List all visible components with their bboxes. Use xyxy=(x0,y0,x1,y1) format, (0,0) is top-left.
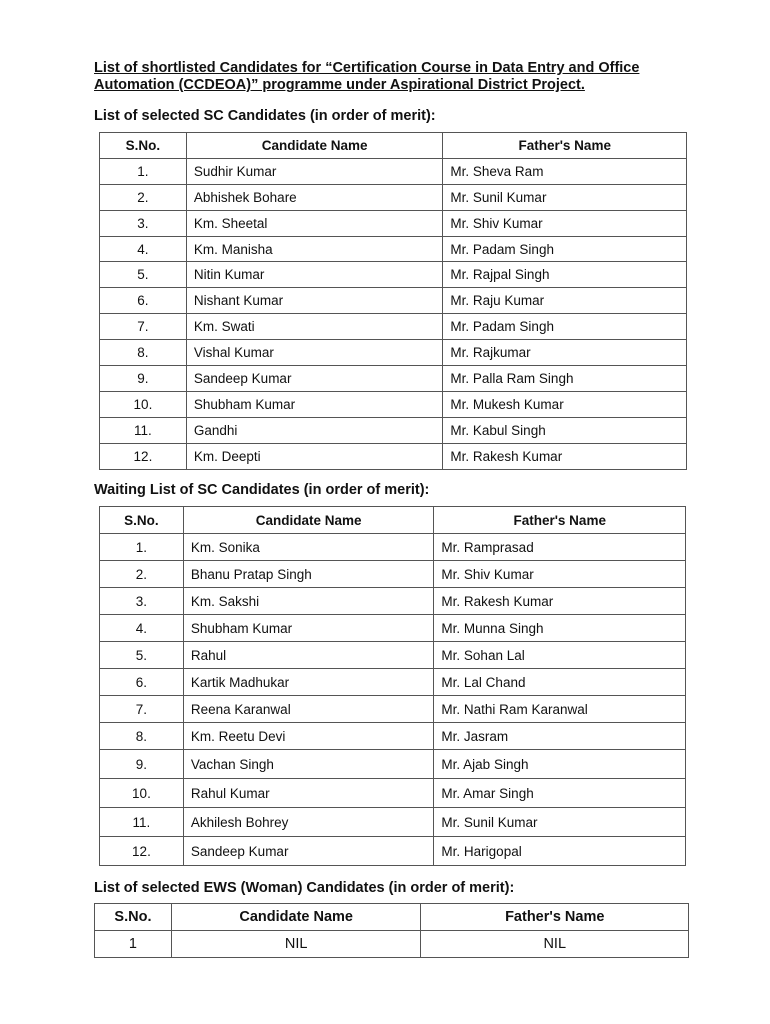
fathers-name-cell: Mr. Amar Singh xyxy=(434,779,686,808)
fathers-name-cell: Mr. Shiv Kumar xyxy=(443,210,687,236)
fathers-name-cell: Mr. Ajab Singh xyxy=(434,750,686,779)
table-row xyxy=(100,534,686,561)
candidate-name-cell: Sandeep Kumar xyxy=(186,366,443,392)
candidate-name-cell: Vachan Singh xyxy=(183,750,434,779)
sno-cell: 7. xyxy=(100,314,187,340)
candidate-name-cell: Km. Deepti xyxy=(186,443,443,469)
sno-cell: 4. xyxy=(100,236,187,262)
fathers-name-cell: Mr. Rakesh Kumar xyxy=(443,443,687,469)
fathers-name-cell: Mr. Palla Ram Singh xyxy=(443,366,687,392)
table-row xyxy=(100,750,686,779)
table-row xyxy=(100,837,686,866)
fathers-name-cell: Mr. Rajpal Singh xyxy=(443,262,687,288)
fathers-name-cell: Mr. Munna Singh xyxy=(434,615,686,642)
column-header-fathers-name: Father's Name xyxy=(443,133,687,159)
candidate-name-cell: Rahul xyxy=(183,642,434,669)
candidate-name-cell: Kartik Madhukar xyxy=(183,669,434,696)
candidate-name-cell: Akhilesh Bohrey xyxy=(183,808,434,837)
table-row xyxy=(100,642,686,669)
candidate-name-cell: Shubham Kumar xyxy=(183,615,434,642)
candidate-name-cell: Km. Swati xyxy=(186,314,443,340)
candidate-name-cell: Km. Sonika xyxy=(183,534,434,561)
sno-cell: 3. xyxy=(100,210,187,236)
fathers-name-cell: Mr. Rajkumar xyxy=(443,340,687,366)
fathers-name-cell: Mr. Shiv Kumar xyxy=(434,561,686,588)
table-row xyxy=(100,723,686,750)
table-row xyxy=(100,366,687,392)
column-header-sno: S.No. xyxy=(100,133,187,159)
sno-cell: 6. xyxy=(100,669,184,696)
table-row xyxy=(100,588,686,615)
fathers-name-cell: Mr. Harigopal xyxy=(434,837,686,866)
sno-cell: 1 xyxy=(95,931,172,958)
fathers-name-cell: Mr. Lal Chand xyxy=(434,669,686,696)
fathers-name-cell: Mr. Kabul Singh xyxy=(443,417,687,443)
column-header-candidate-name: Candidate Name xyxy=(183,507,434,534)
sno-cell: 1. xyxy=(100,158,187,184)
table-row xyxy=(100,262,687,288)
table-row xyxy=(100,391,687,417)
table-row xyxy=(100,314,687,340)
sno-cell: 9. xyxy=(100,750,184,779)
sno-cell: 11. xyxy=(100,808,184,837)
sno-cell: 2. xyxy=(100,561,184,588)
fathers-name-cell: Mr. Ramprasad xyxy=(434,534,686,561)
fathers-name-cell: Mr. Sunil Kumar xyxy=(443,184,687,210)
sno-cell: 8. xyxy=(100,723,184,750)
candidate-name-cell: Abhishek Bohare xyxy=(186,184,443,210)
fathers-name-cell: NIL xyxy=(421,931,689,958)
candidate-name-cell: NIL xyxy=(171,931,421,958)
fathers-name-cell: Mr. Sohan Lal xyxy=(434,642,686,669)
column-header-candidate-name: Candidate Name xyxy=(171,904,421,931)
table-row xyxy=(95,931,689,958)
sno-cell: 1. xyxy=(100,534,184,561)
candidate-name-cell: Reena Karanwal xyxy=(183,696,434,723)
fathers-name-cell: Mr. Raju Kumar xyxy=(443,288,687,314)
candidate-name-cell: Sandeep Kumar xyxy=(183,837,434,866)
document-title: List of shortlisted Candidates for “Certification Course in Data Entry and Office Automation (CCDEOA)” programme under Aspirational District Project. xyxy=(94,60,640,93)
table-row xyxy=(100,779,686,808)
table-row xyxy=(100,184,687,210)
table-row xyxy=(100,615,686,642)
fathers-name-cell: Mr. Padam Singh xyxy=(443,236,687,262)
column-header-fathers-name: Father's Name xyxy=(434,507,686,534)
selected-sc-heading: List of selected SC Candidates (in order of merit): xyxy=(94,108,436,124)
candidate-name-cell: Nitin Kumar xyxy=(186,262,443,288)
sno-cell: 7. xyxy=(100,696,184,723)
fathers-name-cell: Mr. Sheva Ram xyxy=(443,158,687,184)
candidate-name-cell: Vishal Kumar xyxy=(186,340,443,366)
fathers-name-cell: Mr. Sunil Kumar xyxy=(434,808,686,837)
table-row xyxy=(100,340,687,366)
candidate-name-cell: Bhanu Pratap Singh xyxy=(183,561,434,588)
waiting-sc-heading: Waiting List of SC Candidates (in order of merit): xyxy=(94,482,430,498)
candidate-name-cell: Gandhi xyxy=(186,417,443,443)
candidate-name-cell: Shubham Kumar xyxy=(186,391,443,417)
table-row xyxy=(100,417,687,443)
sno-cell: 6. xyxy=(100,288,187,314)
sno-cell: 9. xyxy=(100,366,187,392)
sno-cell: 12. xyxy=(100,837,184,866)
column-header-sno: S.No. xyxy=(100,507,184,534)
column-header-fathers-name: Father's Name xyxy=(421,904,689,931)
candidate-name-cell: Nishant Kumar xyxy=(186,288,443,314)
column-header-candidate-name: Candidate Name xyxy=(186,133,443,159)
table-header-row xyxy=(100,507,686,534)
table-row xyxy=(100,210,687,236)
sno-cell: 11. xyxy=(100,417,187,443)
sno-cell: 4. xyxy=(100,615,184,642)
table-row xyxy=(100,696,686,723)
table-row xyxy=(100,561,686,588)
sno-cell: 5. xyxy=(100,262,187,288)
candidate-name-cell: Km. Reetu Devi xyxy=(183,723,434,750)
sno-cell: 12. xyxy=(100,443,187,469)
table-row xyxy=(100,288,687,314)
sno-cell: 8. xyxy=(100,340,187,366)
candidate-name-cell: Km. Sakshi xyxy=(183,588,434,615)
fathers-name-cell: Mr. Mukesh Kumar xyxy=(443,391,687,417)
candidate-name-cell: Km. Sheetal xyxy=(186,210,443,236)
table-row xyxy=(100,808,686,837)
table-row xyxy=(100,158,687,184)
sno-cell: 5. xyxy=(100,642,184,669)
fathers-name-cell: Mr. Padam Singh xyxy=(443,314,687,340)
waiting-sc-table xyxy=(99,506,686,866)
candidate-name-cell: Rahul Kumar xyxy=(183,779,434,808)
selected-ews-table xyxy=(94,903,689,958)
fathers-name-cell: Mr. Nathi Ram Karanwal xyxy=(434,696,686,723)
fathers-name-cell: Mr. Jasram xyxy=(434,723,686,750)
sno-cell: 10. xyxy=(100,779,184,808)
table-row xyxy=(100,236,687,262)
fathers-name-cell: Mr. Rakesh Kumar xyxy=(434,588,686,615)
column-header-sno: S.No. xyxy=(95,904,172,931)
candidate-name-cell: Sudhir Kumar xyxy=(186,158,443,184)
sno-cell: 2. xyxy=(100,184,187,210)
table-header-row xyxy=(95,904,689,931)
candidate-name-cell: Km. Manisha xyxy=(186,236,443,262)
selected-sc-table xyxy=(99,132,687,470)
table-header-row xyxy=(100,133,687,159)
sno-cell: 3. xyxy=(100,588,184,615)
table-row xyxy=(100,443,687,469)
table-row xyxy=(100,669,686,696)
selected-ews-heading: List of selected EWS (Woman) Candidates (in order of merit): xyxy=(94,880,515,896)
sno-cell: 10. xyxy=(100,391,187,417)
